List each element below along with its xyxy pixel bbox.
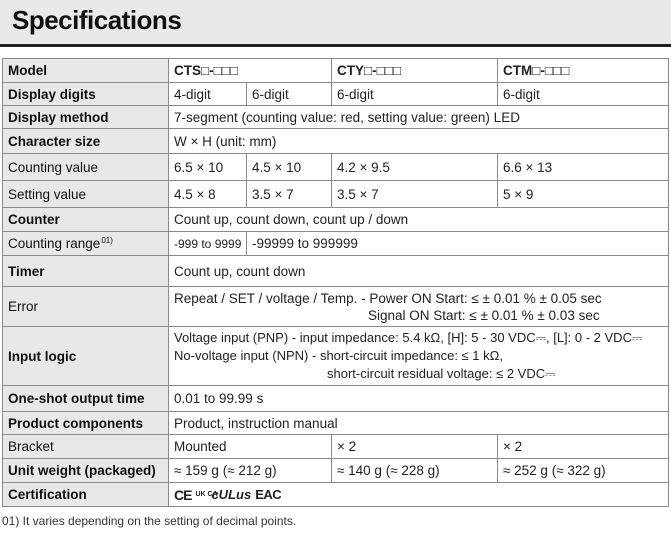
footnote-ref: 01) (101, 236, 113, 245)
one-shot-value: 0.01 to 99.99 s (169, 386, 669, 412)
bracket-label: Bracket (3, 435, 169, 459)
display-digits-row (3, 83, 669, 106)
error-value (169, 287, 669, 327)
character-size-value: W × H (unit: mm) (169, 129, 669, 154)
one-shot-label: One-shot output time (3, 386, 169, 412)
input-logic-line-2: No-voltage input (NPN) - short-circuit impedance: ≤ 1 kΩ, (174, 348, 503, 363)
certification-row (3, 483, 669, 507)
model-cts: CTS□-□□□ (169, 59, 332, 83)
input-logic-row (3, 327, 669, 386)
counting-range-b: -99999 to 999999 (247, 232, 669, 256)
counter-row (3, 208, 669, 232)
character-size-label: Character size (3, 129, 169, 154)
counting-value-label: Counting value (3, 154, 169, 181)
page-title: Specifications (12, 5, 182, 35)
setting-value-cts-a: 4.5 × 8 (169, 181, 247, 208)
counting-value-ctm: 6.6 × 13 (498, 154, 669, 181)
model-ctm: CTM□-□□□ (498, 59, 669, 83)
setting-value-cty: 3.5 × 7 (332, 181, 498, 208)
timer-row (3, 256, 669, 287)
product-components-row (3, 412, 669, 435)
bracket-cty: × 2 (332, 435, 498, 459)
setting-value-ctm: 5 × 9 (498, 181, 669, 208)
setting-value-cts-b: 3.5 × 7 (247, 181, 332, 208)
counting-range-a: -999 to 9999 (169, 232, 247, 256)
counter-value: Count up, count down, count up / down (169, 208, 669, 232)
counting-value-cts-a: 6.5 × 10 (169, 154, 247, 181)
setting-value-label: Setting value (3, 181, 169, 208)
display-method-value: 7-segment (counting value: red, setting value: green) LED (169, 106, 669, 129)
eac-mark-icon: EAC (255, 487, 282, 502)
counting-value-cts-b: 4.5 × 10 (247, 154, 332, 181)
bracket-ctm: × 2 (498, 435, 669, 459)
ukca-mark-icon: UK CA (195, 491, 218, 498)
unit-weight-label: Unit weight (packaged) (3, 459, 169, 483)
unit-weight-row (3, 459, 669, 483)
certification-label: Certification (3, 483, 169, 507)
display-digits-cty: 6-digit (332, 83, 498, 106)
certification-icons (174, 487, 281, 503)
model-cty: CTY□-□□□ (332, 59, 498, 83)
display-method-row (3, 106, 669, 129)
certification-value (169, 483, 669, 507)
ul-mark-icon: cULus (211, 487, 252, 502)
setting-value-row (3, 181, 669, 208)
error-row (3, 287, 669, 327)
error-label: Error (3, 287, 169, 327)
input-logic-line-1: Voltage input (PNP) - input impedance: 5.4 kΩ, [H]: 5 - 30 VDC⎓, [L]: 0 - 2 VDC⎓ (174, 330, 643, 345)
display-method-label: Display method (3, 106, 169, 129)
bracket-cts: Mounted (169, 435, 332, 459)
product-components-label: Product components (3, 412, 169, 435)
input-logic-label: Input logic (3, 327, 169, 386)
display-digits-cts-a: 4-digit (169, 83, 247, 106)
input-logic-line-3: short-circuit residual voltage: ≤ 2 VDC⎓ (327, 366, 556, 381)
display-digits-cts-b: 6-digit (247, 83, 332, 106)
timer-label: Timer (3, 256, 169, 287)
one-shot-row (3, 386, 669, 412)
counter-label: Counter (3, 208, 169, 232)
unit-weight-ctm: ≈ 252 g (≈ 322 g) (498, 459, 669, 483)
counting-value-row (3, 154, 669, 181)
footnote: 01) It varies depending on the setting of decimal points. (2, 514, 297, 528)
input-logic-value (169, 327, 669, 386)
product-components-value: Product, instruction manual (169, 412, 669, 435)
error-line-1: Repeat / SET / voltage / Temp. - Power ON Start: ≤ ± 0.01 % ± 0.05 sec (174, 290, 602, 306)
bracket-row (3, 435, 669, 459)
counting-value-cty: 4.2 × 9.5 (332, 154, 498, 181)
header-row (3, 59, 669, 83)
ce-mark-icon: CE (174, 486, 192, 503)
title-bar (0, 0, 671, 47)
specifications-table (2, 58, 669, 507)
character-size-row (3, 129, 669, 154)
counting-range-row (3, 232, 669, 256)
display-digits-label: Display digits (3, 83, 169, 106)
counting-range-label (3, 232, 169, 256)
error-line-2: Signal ON Start: ≤ ± 0.01 % ± 0.03 sec (368, 307, 600, 323)
model-label: Model (3, 59, 169, 83)
unit-weight-cty: ≈ 140 g (≈ 228 g) (332, 459, 498, 483)
timer-value: Count up, count down (169, 256, 669, 287)
unit-weight-cts: ≈ 159 g (≈ 212 g) (169, 459, 332, 483)
display-digits-ctm: 6-digit (498, 83, 669, 106)
counting-range-label-text: Counting range (8, 236, 101, 251)
